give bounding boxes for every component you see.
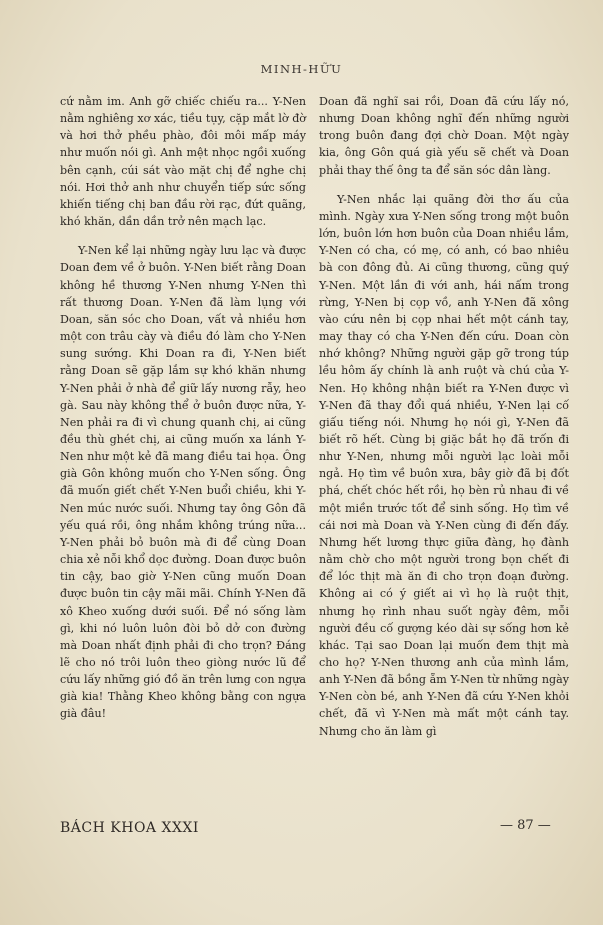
body-paragraph: cứ nằm im. Anh gỡ chiếc chiếu ra... Y-Nen nằm nghiêng xơ xác, tiều tụy, cặp mắt lờ đờ và hơi thở phều phào, đôi môi mấp máy như muốn nói gì. Anh mệt nhọc ngồi xuống bên cạnh, cúi sát vào mặt chị để nghe chị nói. Hơi thở anh như chuyển tiếp sức sống khiến tiếng chị ban đầu rời rạc, đứt quãng, khó khăn, dần dần trở nên mạch lạc. xyxy=(60,95,306,229)
left-text-column xyxy=(60,93,306,723)
body-paragraph: Doan đã nghĩ sai rồi, Doan đã cứu lấy nó, nhưng Doan không nghĩ đến những người trong buôn đang đợi chờ Doan. Một ngày kia, ông Gôn quá già yếu sẽ chết và Doan phải thay thế ông ta để săn sóc dân làng. xyxy=(319,95,569,177)
publication-footer: BÁCH KHOA XXXI xyxy=(60,820,199,836)
right-text-column xyxy=(319,93,569,740)
running-header: MINH-HỮU xyxy=(260,62,343,76)
page-number: — 87 — xyxy=(500,818,551,833)
body-paragraph: Y-Nen kể lại những ngày lưu lạc và được Doan đem về ở buôn. Y-Nen biết rằng Doan không hề thương Y-Nen nhưng Y-Nen thì rất thương Doan. Y-Nen đã làm lụng với Doan, săn sóc cho Doan, vất vả nhiều hơn một con trâu cày và điều đó làm cho Y-Nen sung sướng. Khi Doan ra đi, Y-Nen biết rằng Doan sẽ gặp lắm sự khó khăn nhưng Y-Nen phải ở nhà để giữ lấy nương rẫy, heo gà. Sau này không thể ở buôn được nữa, Y-Nen phải ra đi vì chung quanh chị, ai cũng đều thù ghét chị, ai cũng muốn xa lánh Y-Nen như một kẻ đã mang điều tai họa. Ông già Gôn không muốn cho Y-Nen sống. Ông đã muốn giết chết Y-Nen buổi chiều, khi Y-Nen múc nước suối. Nhưng tay ông Gôn đã yếu quá rồi, ông nhắm không trúng nữa... Y-Nen phải bỏ buôn mà đi để cùng Doan chia xẻ nỗi khổ dọc đường. Doan được buôn tin cậy, bao giờ Y-Nen cũng muốn Doan được buôn tin cậy mãi mãi. Chính Y-Nen đã xô Kheo xuống dưới suối. Để nó sống làm gì, khi nó luôn luôn đòi bỏ dở con đường mà Doan nhất định phải đi cho trọn? Đáng lẽ cho nó trôi luôn theo giòng nước lũ để cứu lấy những gió đồ ăn trên lưng con ngựa già kia! Thằng Kheo không bằng con ngựa già đâu! xyxy=(60,244,306,721)
body-paragraph: Y-Nen nhắc lại quãng đời thơ ấu của mình. Ngày xưa Y-Nen sống trong một buôn lớn, buôn lớn hơn buôn của Doan nhiều lắm, Y-Nen có cha, có mẹ, có anh, có bao nhiêu bà con đông đủ. Ai cũng thương, cũng quý Y-Nen. Một lần đi với anh, hái nấm trong rừng, Y-Nen bị cọp vồ, anh Y-Nen đã xông vào cứu nên bị cọp nhai hết một cánh tay, may thay có cha Y-Nen đến cứu. Doan còn nhớ không? Những người gặp gỡ trong túp lều hôm ấy chính là anh ruột và chú của Y-Nen. Họ không nhận biết ra Y-Nen được vì Y-Nen đã thay đổi quá nhiều, Y-Nen lại cố giấu tiếng nói. Nhưng họ nói gì, Y-Nen đã biết rõ hết. Cùng bị giặc bắt họ đã trốn đi như Y-Nen, nhưng mỗi người lạc loài mỗi ngả. Họ tìm về buôn xưa, bây giờ đã bị đốt phá, chết chóc hết rồi, họ bèn rủ nhau đi về một miền trước tốt để sinh sống. Họ tìm về cái nơi mà Doan và Y-Nen cùng đi đến đấy. Nhưng hết lương thực giữa đàng, họ đành nằm chờ cho một người trong bọn chết đi để lóc thịt mà ăn đi cho trọn đoạn đường. Không ai có ý giết ai vì họ là ruột thịt, nhưng họ rình nhau suốt ngày đêm, mỗi người đều cố gượng kéo dài sự sống hơn kẻ khác. Tại sao Doan lại muốn đem thịt mà cho họ? Y-Nen thương anh của mình lắm, anh Y-Nen đã bồng ẵm Y-Nen từ những ngày Y-Nen còn bé, anh Y-Nen đã cứu Y-Nen khỏi chết, đã vì Y-Nen mà mất một cánh tay. Nhưng cho ăn làm gì xyxy=(319,192,569,738)
